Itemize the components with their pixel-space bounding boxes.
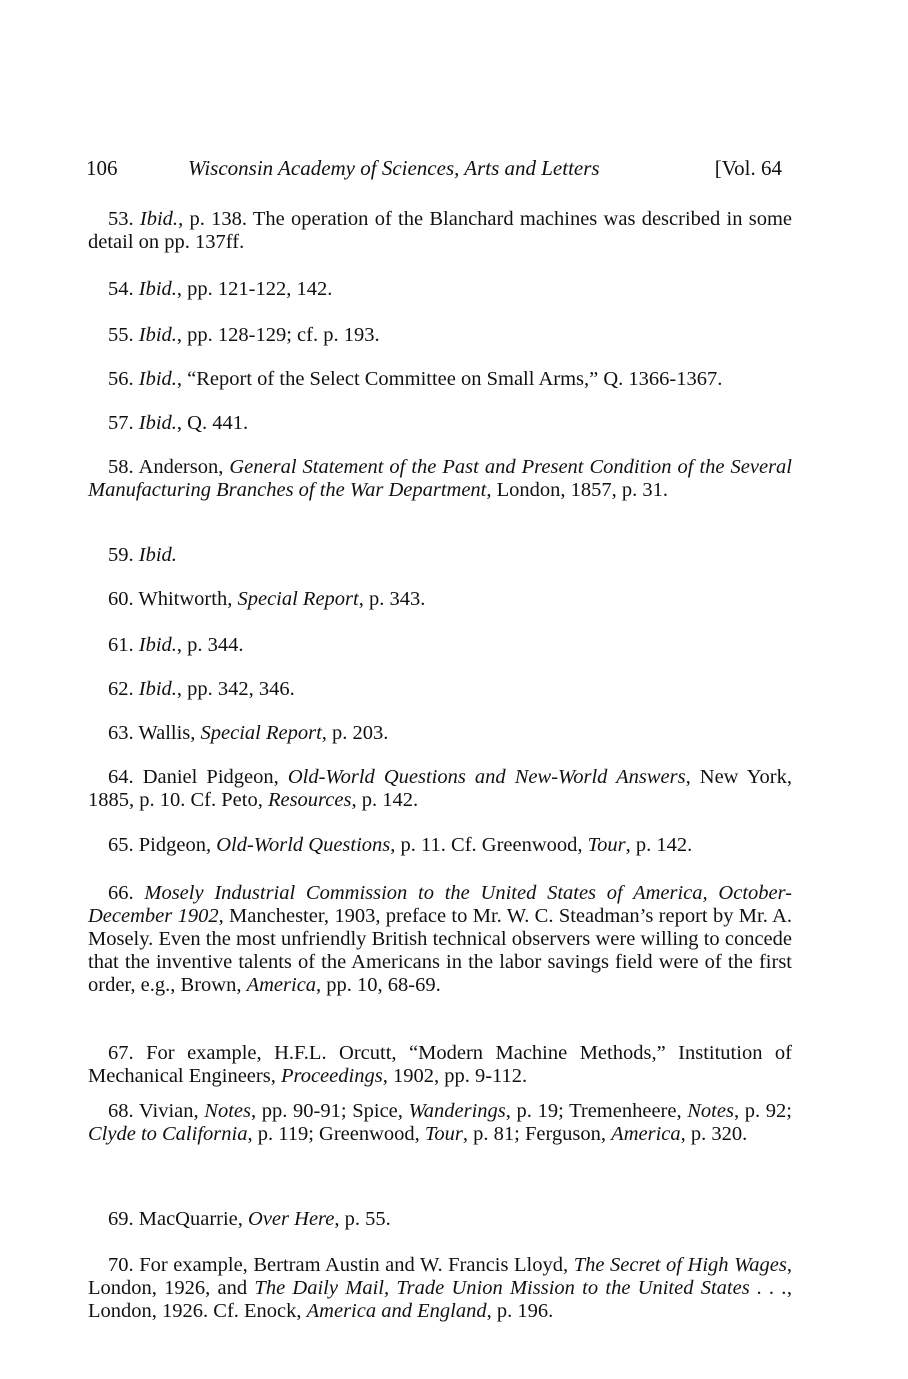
endnote (88, 208, 792, 254)
endnote (88, 1100, 792, 1146)
endnote-number: 69. (108, 1208, 139, 1230)
citation-title: America and England (306, 1300, 487, 1322)
endnote-text: , Manchester, 1903, preface to Mr. W. C. Steadman’s report by Mr. A. Mosely. Even the most unfriendly British technical observers were willing to concede that the inventive talents of the Americans in the labor savings field were of the first order, e.g., Brown, (88, 905, 792, 996)
endnote-text: , pp. 121-122, 142. (176, 278, 333, 300)
endnote-number: 60. (108, 588, 139, 610)
endnote-text: , p. 55. (334, 1208, 391, 1230)
endnote-number: 66. (108, 882, 145, 904)
endnote-number: 55. (108, 324, 139, 346)
endnote-number: 64. (108, 766, 143, 788)
endnote-text: , pp. 10, 68-69. (316, 974, 441, 996)
endnote (88, 544, 792, 567)
endnote (88, 678, 792, 701)
volume-label: [Vol. 64 (714, 156, 782, 180)
citation-title: Ibid. (138, 412, 177, 434)
endnote-text: , Q. 441. (176, 412, 249, 434)
endnote-number: 63. (108, 722, 139, 744)
citation-title: Tour (587, 834, 626, 856)
endnote (88, 278, 792, 301)
endnote-text: , p. 203. (321, 722, 389, 744)
endnote (88, 588, 792, 611)
endnote-number: 56. (108, 368, 139, 390)
endnote-number: 62. (108, 678, 139, 700)
endnote-text: Wallis, (138, 722, 201, 744)
endnote (88, 456, 792, 502)
endnote-text: , p. 142. (625, 834, 693, 856)
endnote-number: 53. (108, 208, 140, 230)
citation-title: Tour (424, 1123, 463, 1145)
citation-title: General Statement of the Past and Present Condition of the Several Manufacturing Branches of the War Department (88, 456, 792, 501)
citation-title: Ibid. (138, 544, 177, 566)
citation-title: Special Report (237, 588, 359, 610)
endnote-text: MacQuarrie, (138, 1208, 249, 1230)
citation-title: Ibid. (138, 368, 177, 390)
endnote (88, 634, 792, 657)
citation-title: Notes (687, 1100, 734, 1122)
endnote-number: 58. (108, 456, 139, 478)
endnote-text: , p. 81; Ferguson, (462, 1123, 612, 1145)
endnote-number: 54. (108, 278, 139, 300)
citation-title: America (246, 974, 317, 996)
endnote-text: , “Report of the Select Committee on Small Arms,” Q. 1366-1367. (176, 368, 723, 390)
endnote-text: , p. 142. (351, 789, 419, 811)
endnote (88, 834, 792, 857)
citation-title: Ibid. (138, 324, 177, 346)
citation-title: Wanderings (408, 1100, 506, 1122)
endnote-number: 70. (108, 1254, 140, 1276)
endnote-text: Pidgeon, (138, 834, 217, 856)
endnote (88, 722, 792, 745)
citation-title: Over Here (248, 1208, 335, 1230)
endnote-text: , p. 320. (680, 1123, 748, 1145)
endnote-text: , pp. 90-91; Spice, (250, 1100, 409, 1122)
endnote-number: 68. (108, 1100, 139, 1122)
endnote-text: For example, Bertram Austin and W. Francis Lloyd, (139, 1254, 574, 1276)
endnote-text: , p. 344. (176, 634, 244, 656)
endnote (88, 412, 792, 435)
endnote-text: For example, H.F.L. Orcutt, “Modern Machine Methods,” Institution of Mechanical Engineers, (88, 1042, 792, 1087)
endnote (88, 1254, 792, 1323)
endnote (88, 368, 792, 391)
citation-title: The Daily Mail, Trade Union Mission to the United States . . . (254, 1277, 787, 1299)
citation-title: Ibid. (139, 208, 179, 230)
endnote-number: 65. (108, 834, 139, 856)
endnote-text: , New York, 1885, p. 10. Cf. Peto, (88, 766, 793, 811)
endnote-text: , p. 343. (358, 588, 426, 610)
endnote-text: , p. 119; Greenwood, (247, 1123, 425, 1145)
endnote-text: Daniel Pidgeon, (142, 766, 288, 788)
page-number: 106 (86, 156, 118, 180)
endnote-text: , p. 92; (733, 1100, 792, 1122)
endnote-number: 67. (108, 1042, 147, 1064)
endnote-text: , p. 196. (486, 1300, 554, 1322)
endnote (88, 1208, 792, 1231)
citation-title: Ibid. (138, 678, 177, 700)
endnote-text: , p. 19; Tremenheere, (505, 1100, 688, 1122)
endnote-text: , p. 138. The operation of the Blanchard machines was described in some detail on pp. 137ff. (88, 208, 793, 253)
citation-title: Special Report (200, 722, 322, 744)
citation-title: The Secret of High Wages (573, 1254, 787, 1276)
endnote-text: , London, 1857, p. 31. (486, 479, 669, 501)
endnote-text: , pp. 128-129; cf. p. 193. (176, 324, 380, 346)
endnote-number: 57. (108, 412, 139, 434)
endnote-text: , London, 1926, and (88, 1254, 792, 1299)
citation-title: Notes (204, 1100, 251, 1122)
endnote-text: Vivian, (138, 1100, 205, 1122)
citation-title: Ibid. (138, 278, 177, 300)
citation-title: Ibid. (138, 634, 177, 656)
citation-title: Clyde to California (88, 1123, 248, 1145)
endnote-number: 59. (108, 544, 139, 566)
endnote-text: Whitworth, (138, 588, 238, 610)
endnote-text: Anderson, (138, 456, 230, 478)
citation-title: Old-World Questions and New-World Answers (287, 766, 686, 788)
journal-title: Wisconsin Academy of Sciences, Arts and Letters (188, 156, 600, 180)
endnote (88, 1042, 792, 1088)
endnote (88, 766, 792, 812)
endnote-text: , pp. 342, 346. (176, 678, 295, 700)
endnote-number: 61. (108, 634, 139, 656)
citation-title: Mosely Industrial Commission to the United States of America, October-December 1902 (88, 882, 793, 927)
endnote (88, 324, 792, 347)
endnote-text: , p. 11. Cf. Greenwood, (390, 834, 588, 856)
running-header (86, 156, 782, 186)
endnote-text: , London, 1926. Cf. Enock, (88, 1277, 792, 1322)
citation-title: Proceedings (280, 1065, 383, 1087)
endnote (88, 882, 792, 997)
endnote-text: , 1902, pp. 9-112. (382, 1065, 528, 1087)
citation-title: Resources (267, 789, 352, 811)
citation-title: America (611, 1123, 681, 1145)
citation-title: Old-World Questions (216, 834, 391, 856)
